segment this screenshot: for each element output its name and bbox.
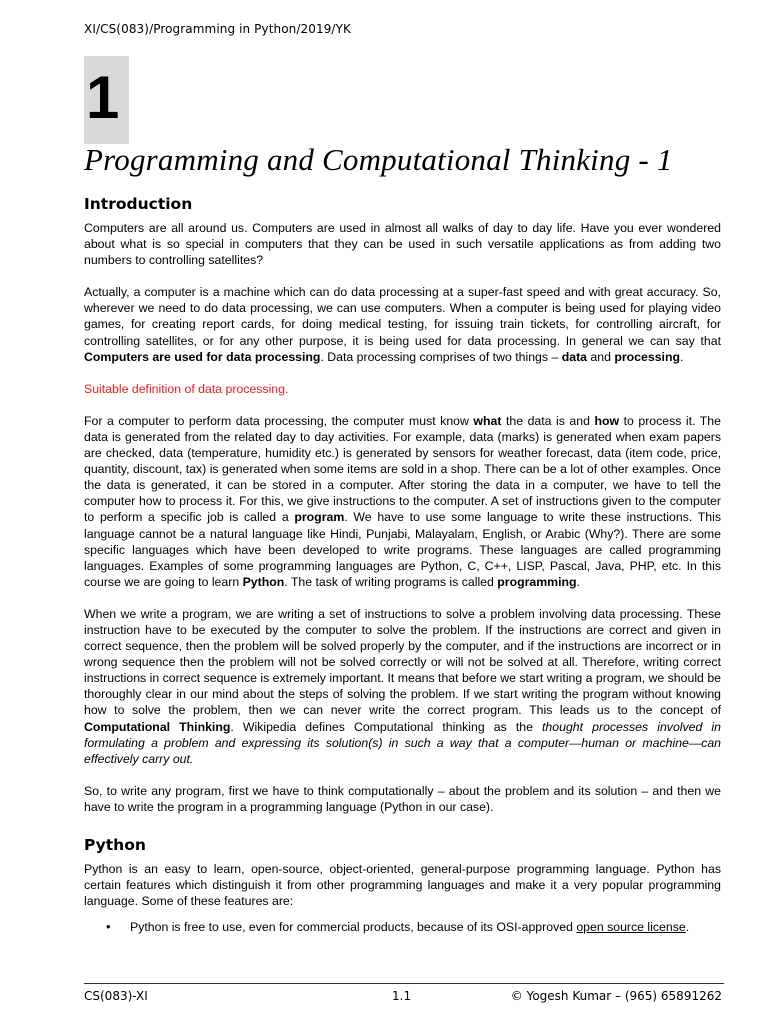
chapter-number: 1 [86,64,120,131]
footer-page-number: 1.1 [392,989,412,1003]
intro-paragraph-3 [84,413,721,590]
bold-text: Computers are used for data processing [84,349,321,364]
introduction-heading: Introduction [84,195,193,213]
python-features-list [84,919,721,935]
footer-left: CS(083)-XI [84,989,148,1003]
bold-text: Python [242,574,285,589]
python-paragraph-1: Python is an easy to learn, open-source, object-oriented, general-purpose programming language. Python has certain features which distinguish it from other programming languages and make it a very popular programming language. Some of these features are: [84,862,721,909]
bold-text: processing [614,349,680,364]
intro-paragraph-4 [84,606,721,767]
text-span: For a computer to perform data processing, the computer must know [84,413,474,428]
text-span: When we write a program, we are writing a set of instructions to solve a problem involving data processing. These instruction have to be executed by the computer to solve the problem. If the instructions are correct and given in correct sequence, then the problem will be solved properly by the computer, and if the instructions are incorrect or in wrong sequence then the problem will not be solved correctly or will not be solved at all. Therefore, writing correct instructions in correct sequence is extremely important. It means that before we start writing a program, we should be thoroughly clear in our mind about the steps of solving the problem. If we start writing the program without knowing how to solve the problem, then we can never write the correct program. This leads us to the concept of [84,606,721,718]
text-span: . [679,349,684,364]
text-span: Actually, a computer is a machine which can do data processing at a super-fast speed and with great accuracy. So, wherever we need to do data processing, we can use computers. When a computer is being used for playing video games, for creating report cards, for doing medical testing, for issuing train tickets, for controlling aircraft, for controlling satellites, or for any other purpose, it is being used for data processing. In general we can say that [84,285,721,348]
bold-text: what [473,413,502,428]
text-span: Python is free to use, even for commercial products, because of its OSI-approved [130,920,577,935]
text-span: the data is and [501,413,595,428]
chapter-number-box [84,56,129,144]
python-heading: Python [84,836,146,854]
text-span: . Wikipedia defines Computational thinking as the [230,719,543,734]
bold-text: programming [497,574,577,589]
open-source-license-link[interactable]: open source license [576,920,686,935]
red-note: Suitable definition of data processing. [84,381,289,396]
page-header: XI/CS(083)/Programming in Python/2019/YK [84,22,351,36]
text-span: . [576,574,580,589]
text-span: . The task of writing programs is called [284,574,498,589]
intro-paragraph-2 [84,284,721,364]
bold-text: data [561,349,588,364]
footer-rule [84,983,724,984]
chapter-title: Programming and Computational Thinking - 1 [84,142,673,177]
bold-text: Computational Thinking [84,719,231,734]
text-span: . [685,920,690,935]
italic-text: thought processes involved in formulating a problem and expressing its solution(s) in such a way that a computer—human or machine—can effectively carry out. [84,719,721,766]
text-span: to process it. The data is generated from the related day to day activities. For example, data (marks) is generated when exam papers are checked, data (temperature, humidity etc.) is generated by sensors for weather forecast, data (item code, price, quantity, discount, tax) is generated when some items are sold in a shop. There can be a lot of other examples. Once the data is generated, it can be stored in a computer. After storing the data in a computer, we have to tell the computer how to process it. For this, we give instructions to the computer. A set of instructions given to the computer to perform a specific job is called a [84,413,721,525]
footer-right: © Yogesh Kumar – (965) 65891262 [510,989,722,1003]
bold-text: how [594,413,620,428]
bold-text: program [294,510,345,525]
text-span: . We have to use some language to write these instructions. This language cannot be a natural language like Hindi, Punjabi, Malayalam, English, or Arabic (Why?). There are some specific languages which have been developed to write programs. These languages are called programming languages. Examples of some programming languages are Python, C, C++, LISP, Pascal, Java, PHP, etc. In this course we are going to learn [84,510,722,589]
text-span: . Data processing comprises of two things – [320,349,562,364]
page-content [84,194,721,935]
text-span: and [587,349,615,364]
intro-paragraph-5: So, to write any program, first we have to think computationally – about the problem and its solution – and then we have to write the program in a programming language (Python in our case). [84,783,721,814]
list-item [130,919,721,935]
intro-paragraph-1: Computers are all around us. Computers are used in almost all walks of day to day life. Have you ever wondered about what is so special in computers that they can be used in such versatile applications as from adding two numbers to controlling satellites? [84,221,721,268]
